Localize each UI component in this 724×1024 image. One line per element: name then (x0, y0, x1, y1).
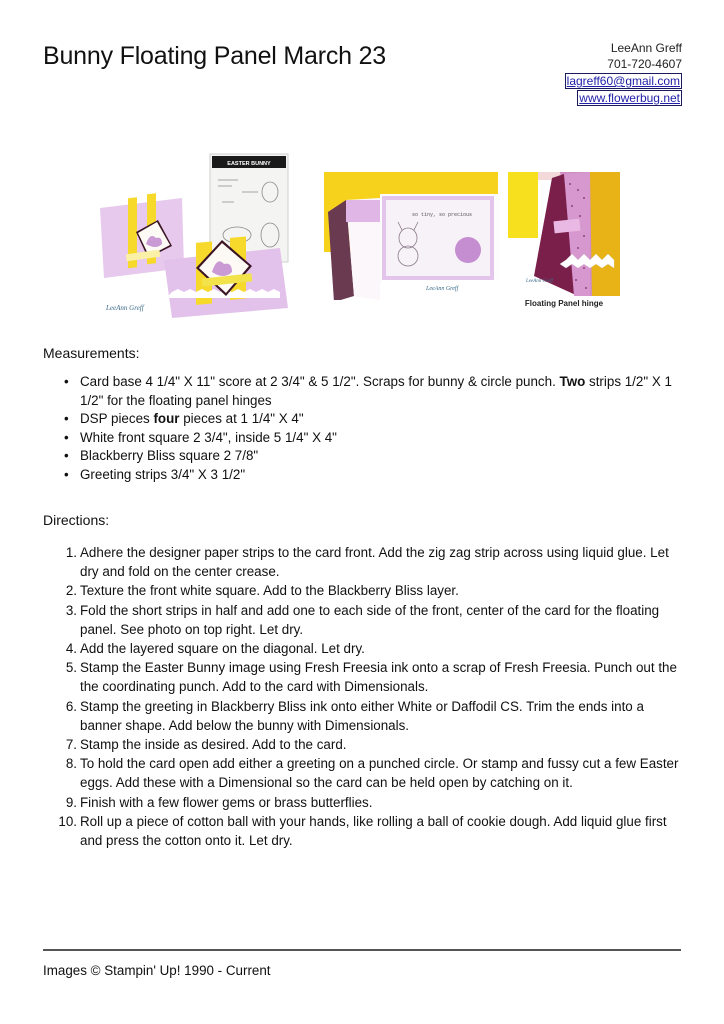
direction-step: 6. Stamp the greeting in Blackberry Bliss ink onto either White or Daffodil CS. Trim the ends into a banner shape. Add below the bunny with Dimensionals. (65, 698, 644, 733)
direction-step: 4. Add the layered square on the diagonal. Let dry. (65, 641, 365, 657)
svg-text:LeeAnn Greff: LeeAnn Greff (526, 279, 553, 284)
measurements-list (64, 373, 684, 485)
measurement-item: • Blackberry Bliss square 2 7/8" (64, 447, 684, 466)
photo-caption: Floating Panel hinge (524, 299, 604, 308)
direction-step: 8. To hold the card open add either a greeting on a punched circle. Or stamp and fussy cut a few Easter eggs. Add these with a Dimensional so the card can be held open by catching on it. (65, 756, 679, 791)
direction-step: 2. Texture the front white square. Add to the Blackberry Bliss layer. (65, 583, 459, 599)
measurement-item: • White front square 2 3/4", inside 5 1/4" X 4" (64, 429, 684, 448)
card-inside-image (322, 172, 500, 300)
directions-list (44, 543, 684, 850)
email-link[interactable]: lagreff60@gmail.com (566, 74, 680, 88)
direction-step: 5. Stamp the Easter Bunny image using Fresh Freesia ink onto a scrap of Fresh Freesia. Punch out the the coordinating punch. Add to the card with Dimensionals. (65, 660, 677, 695)
svg-text:LeeAnn Greff: LeeAnn Greff (426, 286, 459, 292)
footer-divider (43, 949, 681, 951)
direction-step: 10. Roll up a piece of cotton ball with your hands, like rolling a ball of cookie dough. Add liquid glue first and press the cotton onto it. Let dry. (58, 813, 667, 849)
page-title: Bunny Floating Panel March 23 (43, 42, 387, 70)
website-link[interactable]: www.flowerbug.net (579, 91, 680, 105)
hinge-image (508, 172, 620, 296)
finished-cards-image (92, 140, 312, 320)
photo-card-inside (322, 172, 500, 300)
photo-floating-panel-hinge (508, 172, 620, 312)
photo-finished-cards (92, 140, 312, 320)
direction-step: 3. Fold the short strips in half and add one to each side of the front, center of the card for the floating panel. See photo on top right. Let dry. (65, 602, 660, 637)
direction-step: 9. Finish with a few flower gems or brass butterflies. (65, 794, 373, 810)
author-name: LeeAnn Greff (610, 41, 682, 55)
measurement-item: • Greeting strips 3/4" X 3 1/2" (64, 466, 684, 485)
directions-heading: Directions: (43, 512, 110, 528)
contact-block (565, 40, 682, 106)
measurement-item: • Card base 4 1/4" X 11" score at 2 3/4" & 5 1/2". Scraps for bunny & circle punch. Two strips 1/2" X 1 1/2" for the floating panel hinges (64, 373, 684, 410)
phone-number: 701-720-4607 (607, 57, 682, 71)
svg-text:EASTER BUNNY: EASTER BUNNY (227, 161, 271, 167)
measurement-item: • DSP pieces four pieces at 1 1/4" X 4" (64, 410, 684, 429)
copyright-notice: Images © Stampin' Up! 1990 - Current (43, 963, 271, 978)
direction-step: 7. Stamp the inside as desired. Add to the card. (65, 737, 347, 753)
measurements-heading: Measurements: (43, 345, 140, 361)
svg-text:LeeAnn Greff: LeeAnn Greff (106, 304, 144, 312)
direction-step: 1. Adhere the designer paper strips to the card front. Add the zig zag strip across using liquid glue. Let dry and fold on the center crease. (65, 545, 669, 580)
svg-text:so tiny, so precious: so tiny, so precious (412, 212, 473, 218)
